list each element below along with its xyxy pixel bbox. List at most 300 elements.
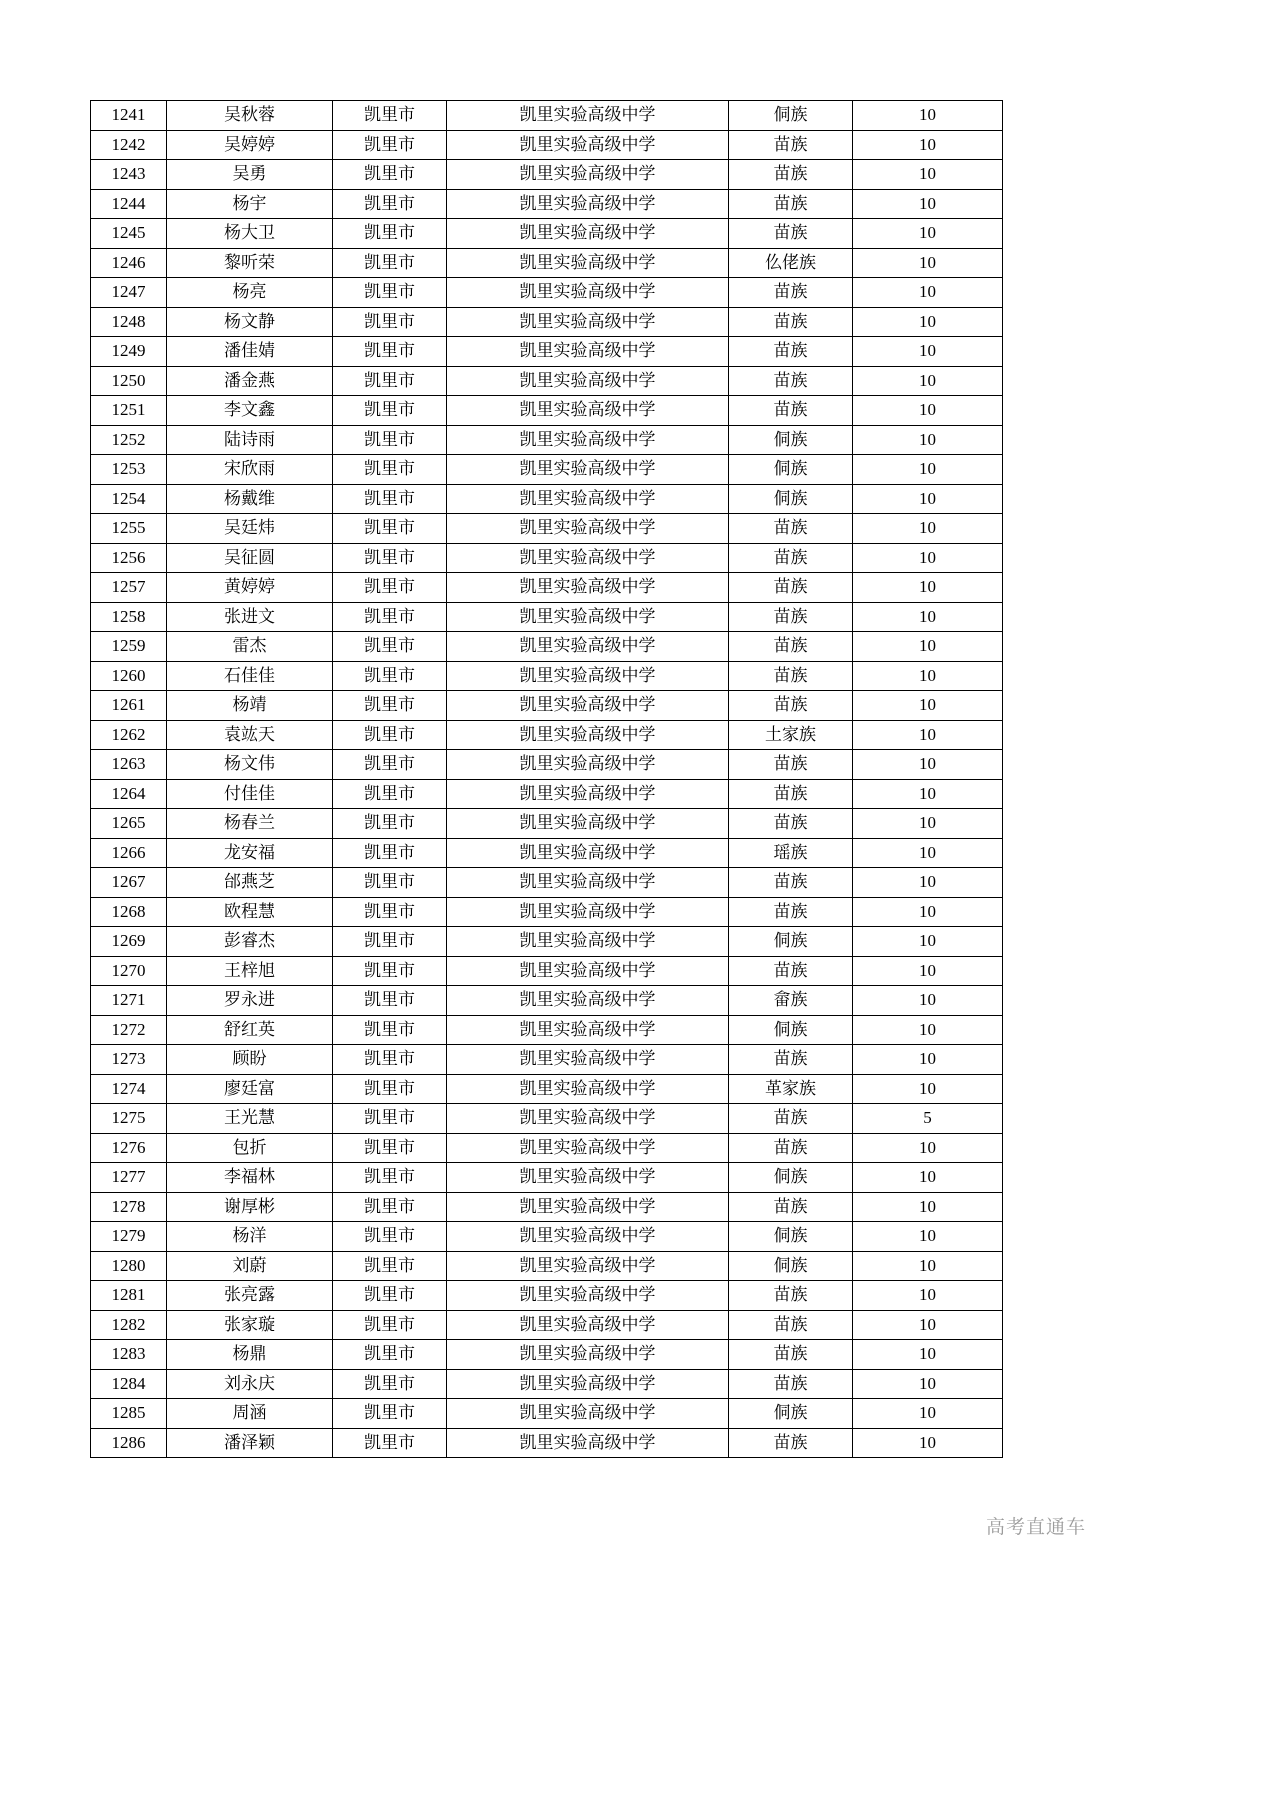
cell-city: 凯里市 [333, 1251, 447, 1281]
cell-city: 凯里市 [333, 1045, 447, 1075]
cell-score: 10 [853, 1222, 1003, 1252]
cell-ethnicity: 仫佬族 [729, 248, 853, 278]
cell-serial: 1263 [91, 750, 167, 780]
cell-serial: 1255 [91, 514, 167, 544]
cell-name: 吴廷炜 [167, 514, 333, 544]
cell-city: 凯里市 [333, 1192, 447, 1222]
cell-serial: 1285 [91, 1399, 167, 1429]
cell-school: 凯里实验高级中学 [447, 661, 729, 691]
table-row [91, 750, 1003, 780]
cell-school: 凯里实验高级中学 [447, 1222, 729, 1252]
cell-serial: 1274 [91, 1074, 167, 1104]
cell-ethnicity: 苗族 [729, 396, 853, 426]
table-row [91, 1163, 1003, 1193]
cell-city: 凯里市 [333, 602, 447, 632]
cell-score: 10 [853, 307, 1003, 337]
cell-ethnicity: 苗族 [729, 897, 853, 927]
cell-serial: 1259 [91, 632, 167, 662]
cell-serial: 1251 [91, 396, 167, 426]
table-row [91, 779, 1003, 809]
cell-score: 10 [853, 514, 1003, 544]
cell-name: 黎听荣 [167, 248, 333, 278]
cell-serial: 1278 [91, 1192, 167, 1222]
cell-serial: 1243 [91, 160, 167, 190]
cell-serial: 1247 [91, 278, 167, 308]
cell-name: 吴秋蓉 [167, 101, 333, 131]
cell-city: 凯里市 [333, 1340, 447, 1370]
cell-serial: 1256 [91, 543, 167, 573]
cell-score: 10 [853, 1310, 1003, 1340]
cell-serial: 1271 [91, 986, 167, 1016]
cell-score: 10 [853, 927, 1003, 957]
cell-school: 凯里实验高级中学 [447, 514, 729, 544]
cell-score: 10 [853, 1192, 1003, 1222]
watermark-text: 高考直通车 [986, 1517, 1087, 1538]
cell-name: 杨春兰 [167, 809, 333, 839]
cell-city: 凯里市 [333, 809, 447, 839]
cell-serial: 1286 [91, 1428, 167, 1458]
table-row [91, 897, 1003, 927]
cell-ethnicity: 苗族 [729, 219, 853, 249]
cell-score: 10 [853, 897, 1003, 927]
cell-name: 杨宇 [167, 189, 333, 219]
cell-name: 杨洋 [167, 1222, 333, 1252]
cell-school: 凯里实验高级中学 [447, 248, 729, 278]
cell-ethnicity: 侗族 [729, 101, 853, 131]
cell-serial: 1260 [91, 661, 167, 691]
cell-score: 10 [853, 337, 1003, 367]
cell-serial: 1253 [91, 455, 167, 485]
cell-score: 10 [853, 278, 1003, 308]
cell-city: 凯里市 [333, 366, 447, 396]
cell-school: 凯里实验高级中学 [447, 927, 729, 957]
cell-score: 10 [853, 868, 1003, 898]
cell-school: 凯里实验高级中学 [447, 484, 729, 514]
cell-name: 张亮露 [167, 1281, 333, 1311]
cell-name: 杨文伟 [167, 750, 333, 780]
table-row [91, 219, 1003, 249]
cell-serial: 1242 [91, 130, 167, 160]
cell-school: 凯里实验高级中学 [447, 278, 729, 308]
cell-name: 欧程慧 [167, 897, 333, 927]
cell-ethnicity: 苗族 [729, 573, 853, 603]
cell-serial: 1276 [91, 1133, 167, 1163]
table-row [91, 986, 1003, 1016]
cell-score: 10 [853, 1163, 1003, 1193]
cell-score: 10 [853, 248, 1003, 278]
cell-ethnicity: 侗族 [729, 1015, 853, 1045]
table-row [91, 1369, 1003, 1399]
cell-ethnicity: 苗族 [729, 1310, 853, 1340]
table-row [91, 661, 1003, 691]
cell-serial: 1282 [91, 1310, 167, 1340]
cell-score: 10 [853, 1340, 1003, 1370]
cell-score: 10 [853, 366, 1003, 396]
cell-serial: 1269 [91, 927, 167, 957]
cell-school: 凯里实验高级中学 [447, 868, 729, 898]
cell-serial: 1248 [91, 307, 167, 337]
cell-name: 彭睿杰 [167, 927, 333, 957]
cell-serial: 1283 [91, 1340, 167, 1370]
cell-name: 袁竑天 [167, 720, 333, 750]
cell-school: 凯里实验高级中学 [447, 720, 729, 750]
cell-name: 杨靖 [167, 691, 333, 721]
table-row [91, 1133, 1003, 1163]
cell-score: 10 [853, 1045, 1003, 1075]
cell-serial: 1267 [91, 868, 167, 898]
cell-ethnicity: 苗族 [729, 956, 853, 986]
cell-serial: 1265 [91, 809, 167, 839]
cell-score: 10 [853, 573, 1003, 603]
cell-school: 凯里实验高级中学 [447, 956, 729, 986]
table-row [91, 130, 1003, 160]
cell-ethnicity: 苗族 [729, 130, 853, 160]
cell-school: 凯里实验高级中学 [447, 366, 729, 396]
cell-city: 凯里市 [333, 868, 447, 898]
table-row [91, 425, 1003, 455]
cell-serial: 1275 [91, 1104, 167, 1134]
cell-serial: 1249 [91, 337, 167, 367]
cell-ethnicity: 苗族 [729, 691, 853, 721]
cell-school: 凯里实验高级中学 [447, 779, 729, 809]
cell-ethnicity: 侗族 [729, 425, 853, 455]
table-row [91, 337, 1003, 367]
cell-ethnicity: 畲族 [729, 986, 853, 1016]
cell-serial: 1241 [91, 101, 167, 131]
cell-score: 10 [853, 986, 1003, 1016]
cell-ethnicity: 侗族 [729, 1251, 853, 1281]
cell-serial: 1245 [91, 219, 167, 249]
table-row [91, 1045, 1003, 1075]
cell-serial: 1273 [91, 1045, 167, 1075]
cell-ethnicity: 侗族 [729, 1163, 853, 1193]
cell-serial: 1266 [91, 838, 167, 868]
cell-name: 吴勇 [167, 160, 333, 190]
table-row [91, 720, 1003, 750]
table-row [91, 1340, 1003, 1370]
cell-serial: 1284 [91, 1369, 167, 1399]
cell-name: 王光慧 [167, 1104, 333, 1134]
cell-score: 10 [853, 720, 1003, 750]
cell-ethnicity: 苗族 [729, 1192, 853, 1222]
cell-serial: 1250 [91, 366, 167, 396]
table-row [91, 691, 1003, 721]
cell-name: 张家璇 [167, 1310, 333, 1340]
cell-ethnicity: 土家族 [729, 720, 853, 750]
cell-school: 凯里实验高级中学 [447, 1340, 729, 1370]
cell-city: 凯里市 [333, 514, 447, 544]
cell-ethnicity: 苗族 [729, 1369, 853, 1399]
table-row [91, 1428, 1003, 1458]
cell-city: 凯里市 [333, 337, 447, 367]
cell-city: 凯里市 [333, 543, 447, 573]
cell-score: 10 [853, 1281, 1003, 1311]
table-row [91, 101, 1003, 131]
cell-ethnicity: 苗族 [729, 1281, 853, 1311]
cell-school: 凯里实验高级中学 [447, 1251, 729, 1281]
cell-score: 10 [853, 750, 1003, 780]
cell-ethnicity: 侗族 [729, 927, 853, 957]
cell-city: 凯里市 [333, 927, 447, 957]
cell-ethnicity: 苗族 [729, 1428, 853, 1458]
cell-score: 10 [853, 101, 1003, 131]
cell-city: 凯里市 [333, 838, 447, 868]
cell-serial: 1281 [91, 1281, 167, 1311]
cell-city: 凯里市 [333, 1104, 447, 1134]
cell-score: 10 [853, 543, 1003, 573]
student-list-page [90, 100, 1003, 1458]
cell-city: 凯里市 [333, 1133, 447, 1163]
table-row [91, 1074, 1003, 1104]
cell-score: 10 [853, 838, 1003, 868]
cell-city: 凯里市 [333, 573, 447, 603]
table-row [91, 278, 1003, 308]
cell-score: 10 [853, 484, 1003, 514]
table-row [91, 1015, 1003, 1045]
cell-city: 凯里市 [333, 278, 447, 308]
cell-ethnicity: 苗族 [729, 868, 853, 898]
table-row [91, 1104, 1003, 1134]
cell-city: 凯里市 [333, 691, 447, 721]
cell-city: 凯里市 [333, 1074, 447, 1104]
cell-ethnicity: 侗族 [729, 484, 853, 514]
cell-serial: 1252 [91, 425, 167, 455]
cell-school: 凯里实验高级中学 [447, 632, 729, 662]
cell-ethnicity: 苗族 [729, 337, 853, 367]
cell-name: 黄婷婷 [167, 573, 333, 603]
table-row [91, 838, 1003, 868]
cell-city: 凯里市 [333, 1399, 447, 1429]
cell-city: 凯里市 [333, 219, 447, 249]
table-row [91, 366, 1003, 396]
cell-name: 杨大卫 [167, 219, 333, 249]
cell-ethnicity: 革家族 [729, 1074, 853, 1104]
table-row [91, 160, 1003, 190]
cell-name: 陆诗雨 [167, 425, 333, 455]
cell-school: 凯里实验高级中学 [447, 809, 729, 839]
table-row [91, 1222, 1003, 1252]
cell-score: 10 [853, 160, 1003, 190]
cell-school: 凯里实验高级中学 [447, 1310, 729, 1340]
cell-city: 凯里市 [333, 1310, 447, 1340]
cell-score: 10 [853, 1015, 1003, 1045]
table-row [91, 927, 1003, 957]
cell-ethnicity: 苗族 [729, 1104, 853, 1134]
cell-school: 凯里实验高级中学 [447, 160, 729, 190]
cell-name: 刘蔚 [167, 1251, 333, 1281]
cell-ethnicity: 苗族 [729, 779, 853, 809]
cell-school: 凯里实验高级中学 [447, 1104, 729, 1134]
cell-city: 凯里市 [333, 307, 447, 337]
cell-ethnicity: 苗族 [729, 278, 853, 308]
cell-city: 凯里市 [333, 1163, 447, 1193]
cell-score: 10 [853, 1133, 1003, 1163]
cell-school: 凯里实验高级中学 [447, 1133, 729, 1163]
cell-city: 凯里市 [333, 720, 447, 750]
cell-name: 杨鼎 [167, 1340, 333, 1370]
cell-school: 凯里实验高级中学 [447, 1015, 729, 1045]
cell-school: 凯里实验高级中学 [447, 1045, 729, 1075]
cell-serial: 1268 [91, 897, 167, 927]
cell-serial: 1262 [91, 720, 167, 750]
cell-school: 凯里实验高级中学 [447, 189, 729, 219]
cell-city: 凯里市 [333, 160, 447, 190]
table-row [91, 396, 1003, 426]
cell-name: 雷杰 [167, 632, 333, 662]
cell-score: 10 [853, 1251, 1003, 1281]
cell-name: 谢厚彬 [167, 1192, 333, 1222]
table-row [91, 1399, 1003, 1429]
table-row [91, 956, 1003, 986]
cell-school: 凯里实验高级中学 [447, 691, 729, 721]
cell-school: 凯里实验高级中学 [447, 602, 729, 632]
cell-ethnicity: 苗族 [729, 661, 853, 691]
table-row [91, 1251, 1003, 1281]
cell-score: 5 [853, 1104, 1003, 1134]
cell-school: 凯里实验高级中学 [447, 1399, 729, 1429]
cell-city: 凯里市 [333, 897, 447, 927]
cell-ethnicity: 苗族 [729, 366, 853, 396]
cell-city: 凯里市 [333, 1428, 447, 1458]
cell-school: 凯里实验高级中学 [447, 396, 729, 426]
table-row [91, 189, 1003, 219]
cell-school: 凯里实验高级中学 [447, 101, 729, 131]
cell-city: 凯里市 [333, 130, 447, 160]
cell-name: 石佳佳 [167, 661, 333, 691]
cell-school: 凯里实验高级中学 [447, 1192, 729, 1222]
cell-serial: 1258 [91, 602, 167, 632]
cell-school: 凯里实验高级中学 [447, 1281, 729, 1311]
cell-ethnicity: 苗族 [729, 1045, 853, 1075]
cell-name: 潘泽颖 [167, 1428, 333, 1458]
cell-ethnicity: 苗族 [729, 189, 853, 219]
cell-score: 10 [853, 779, 1003, 809]
cell-score: 10 [853, 219, 1003, 249]
table-row [91, 1192, 1003, 1222]
cell-name: 李福林 [167, 1163, 333, 1193]
cell-serial: 1279 [91, 1222, 167, 1252]
cell-score: 10 [853, 632, 1003, 662]
cell-score: 10 [853, 130, 1003, 160]
cell-school: 凯里实验高级中学 [447, 1428, 729, 1458]
cell-school: 凯里实验高级中学 [447, 219, 729, 249]
cell-city: 凯里市 [333, 956, 447, 986]
cell-score: 10 [853, 809, 1003, 839]
cell-city: 凯里市 [333, 101, 447, 131]
cell-city: 凯里市 [333, 1369, 447, 1399]
cell-city: 凯里市 [333, 396, 447, 426]
cell-school: 凯里实验高级中学 [447, 307, 729, 337]
cell-school: 凯里实验高级中学 [447, 543, 729, 573]
table-row [91, 1281, 1003, 1311]
cell-name: 吴征圆 [167, 543, 333, 573]
cell-name: 潘金燕 [167, 366, 333, 396]
cell-ethnicity: 苗族 [729, 750, 853, 780]
cell-score: 10 [853, 1074, 1003, 1104]
cell-city: 凯里市 [333, 1222, 447, 1252]
cell-ethnicity: 侗族 [729, 1399, 853, 1429]
cell-name: 刘永庆 [167, 1369, 333, 1399]
cell-score: 10 [853, 1369, 1003, 1399]
cell-city: 凯里市 [333, 189, 447, 219]
students-table [90, 100, 1003, 1458]
cell-serial: 1246 [91, 248, 167, 278]
cell-city: 凯里市 [333, 484, 447, 514]
table-row [91, 602, 1003, 632]
cell-serial: 1272 [91, 1015, 167, 1045]
cell-serial: 1254 [91, 484, 167, 514]
cell-ethnicity: 苗族 [729, 307, 853, 337]
cell-serial: 1261 [91, 691, 167, 721]
table-row [91, 543, 1003, 573]
cell-score: 10 [853, 396, 1003, 426]
cell-school: 凯里实验高级中学 [447, 838, 729, 868]
cell-ethnicity: 苗族 [729, 514, 853, 544]
cell-ethnicity: 侗族 [729, 455, 853, 485]
cell-name: 宋欣雨 [167, 455, 333, 485]
cell-name: 杨戴维 [167, 484, 333, 514]
table-row [91, 248, 1003, 278]
cell-serial: 1244 [91, 189, 167, 219]
cell-city: 凯里市 [333, 248, 447, 278]
cell-score: 10 [853, 1399, 1003, 1429]
table-row [91, 514, 1003, 544]
cell-school: 凯里实验高级中学 [447, 337, 729, 367]
cell-score: 10 [853, 602, 1003, 632]
cell-school: 凯里实验高级中学 [447, 425, 729, 455]
cell-name: 廖廷富 [167, 1074, 333, 1104]
table-row [91, 484, 1003, 514]
cell-serial: 1280 [91, 1251, 167, 1281]
cell-name: 潘佳婧 [167, 337, 333, 367]
cell-city: 凯里市 [333, 632, 447, 662]
cell-city: 凯里市 [333, 455, 447, 485]
table-row [91, 632, 1003, 662]
cell-city: 凯里市 [333, 779, 447, 809]
cell-ethnicity: 苗族 [729, 602, 853, 632]
cell-name: 罗永进 [167, 986, 333, 1016]
table-row [91, 868, 1003, 898]
cell-name: 吴婷婷 [167, 130, 333, 160]
cell-school: 凯里实验高级中学 [447, 1074, 729, 1104]
cell-score: 10 [853, 1428, 1003, 1458]
cell-city: 凯里市 [333, 1015, 447, 1045]
cell-city: 凯里市 [333, 750, 447, 780]
cell-name: 王梓旭 [167, 956, 333, 986]
cell-ethnicity: 苗族 [729, 809, 853, 839]
cell-score: 10 [853, 455, 1003, 485]
cell-serial: 1264 [91, 779, 167, 809]
cell-school: 凯里实验高级中学 [447, 986, 729, 1016]
cell-score: 10 [853, 425, 1003, 455]
cell-name: 杨亮 [167, 278, 333, 308]
cell-score: 10 [853, 956, 1003, 986]
cell-ethnicity: 侗族 [729, 1222, 853, 1252]
cell-name: 舒红英 [167, 1015, 333, 1045]
cell-serial: 1257 [91, 573, 167, 603]
cell-school: 凯里实验高级中学 [447, 130, 729, 160]
cell-ethnicity: 瑶族 [729, 838, 853, 868]
cell-name: 李文鑫 [167, 396, 333, 426]
cell-city: 凯里市 [333, 986, 447, 1016]
cell-serial: 1277 [91, 1163, 167, 1193]
table-row [91, 809, 1003, 839]
table-row [91, 455, 1003, 485]
cell-school: 凯里实验高级中学 [447, 1163, 729, 1193]
cell-ethnicity: 苗族 [729, 160, 853, 190]
cell-name: 包折 [167, 1133, 333, 1163]
cell-score: 10 [853, 661, 1003, 691]
